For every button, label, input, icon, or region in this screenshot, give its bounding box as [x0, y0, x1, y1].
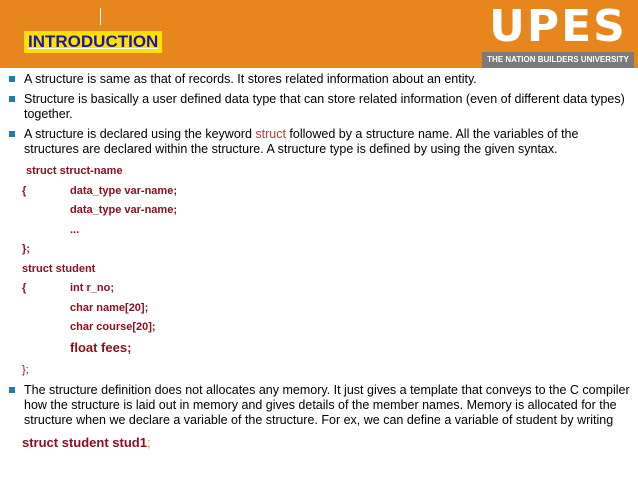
code-line: struct student stud1 [22, 435, 147, 450]
bullet-item: A structure is same as that of records. It stores related information about an entity. [8, 72, 630, 87]
code-line: char name[20]; [70, 301, 149, 314]
code-line: data_type var-name; [70, 204, 177, 216]
slide-content [8, 72, 630, 453]
bullet-item: The structure definition does not allocates any memory. It just gives a template that conveys to the C compiler how the structure is laid out in memory and gives details of the member names. Memory is allocated for the structure when we declare a variable of the structure. For ex, we can define a variable of student by writing [8, 383, 630, 428]
upes-logo [482, 1, 634, 68]
logo-text: UPES [489, 1, 627, 52]
code-line: { [22, 184, 27, 197]
code-line: }; [22, 363, 29, 376]
keyword-struct: struct [255, 127, 286, 141]
code-line: char course[20]; [70, 321, 156, 333]
code-line: struct student [22, 262, 96, 275]
code-line: int r_no; [70, 282, 114, 294]
logo-tagline: THE NATION BUILDERS UNIVERSITY [487, 55, 629, 64]
slide-header [0, 0, 638, 68]
code-block [8, 433, 630, 453]
code-semicolon: ; [146, 435, 151, 450]
code-line: { [22, 282, 27, 294]
header-divider [100, 8, 101, 25]
bullet-item: Structure is basically a user defined data type that can store related information (even of different data types) together. [8, 92, 630, 122]
code-line: data_type var-name; [70, 184, 177, 197]
code-line: ... [70, 223, 80, 236]
code-block [8, 162, 630, 380]
code-line: struct struct-name [26, 165, 123, 177]
slide-title: INTRODUCTION [24, 31, 162, 53]
code-line: float fees; [70, 339, 132, 355]
bullet-item: A structure is declared using the keyword struct followed by a structure name. All the variables of the structures are declared within the structure. A structure type is defined by using the given syntax. [8, 127, 630, 157]
code-line: }; [22, 243, 30, 255]
